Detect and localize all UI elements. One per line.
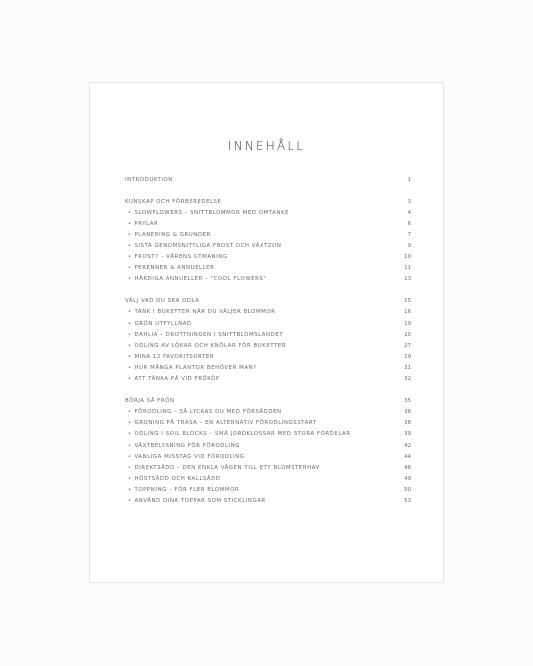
toc-entry-label: • MINA 12 FAVORITSORTER	[125, 354, 214, 360]
toc-entry[interactable]	[125, 484, 411, 495]
toc-entry-label: • TOPPNING – FÖR FLER BLOMMOR	[125, 487, 239, 493]
toc-page-number: 46	[404, 464, 411, 471]
toc-entry[interactable]	[125, 274, 411, 285]
toc-entry-label: • ODLING I SOIL BLOCKS – SMÅ JORDKLOSSAR MED STORA FÖRDELAR	[125, 431, 351, 437]
toc-page-number: 42	[404, 442, 411, 449]
toc-page-number: 6	[407, 220, 411, 227]
toc-page-number: 36	[404, 409, 411, 416]
toc-entry-label: • VÄXTBELYSNING FÖR FÖRODLING	[125, 443, 240, 449]
toc-page-number: 53	[404, 497, 411, 504]
toc-page-number: 27	[404, 342, 411, 349]
toc-entry[interactable]	[125, 263, 411, 274]
toc-entry[interactable]	[125, 418, 411, 429]
toc-entry-label: • TÄNK I BUKETTER NÄR DU VÄLJER BLOMMOR	[125, 309, 275, 315]
toc-entry-label: • VANLIGA MISSTAG VID FÖRODLING	[125, 454, 245, 460]
toc-page-number: 7	[407, 231, 411, 238]
toc-entry-label: • SISTA GENOMSNITTLIGA FROST OCH VÄXTZON	[125, 243, 282, 249]
section-gap	[125, 285, 411, 296]
toc-entry-label: • DIREKTSÅDD – DEN ENKLA VÄGEN TILL ETT BLOMSTERHAV	[125, 465, 320, 471]
toc-page-number: 13	[404, 276, 411, 283]
toc-entry-label: • HUR MÅNGA PLANTOR BEHÖVER MAN?	[125, 365, 257, 371]
toc-entry-label: • PLANERING & GRUNDER	[125, 232, 211, 238]
toc-entry[interactable]	[125, 340, 411, 351]
toc-entry[interactable]	[125, 318, 411, 329]
toc-page-number: 11	[404, 265, 411, 272]
toc-entry[interactable]	[125, 307, 411, 318]
toc-page-number: 39	[404, 431, 411, 438]
toc-page-number: 1	[407, 176, 411, 183]
page-title: INNEHÅLL	[227, 139, 306, 153]
toc-entry[interactable]	[125, 229, 411, 240]
toc-page-number: 16	[404, 309, 411, 316]
toc-page-number: 49	[404, 475, 411, 482]
toc-entry-label: • DAHLIA – DROTTNINGEN I SNITTBLOMSLANDET	[125, 332, 283, 338]
toc-heading-label: KUNSKAP OCH FÖRBEREDELSE	[125, 198, 222, 205]
toc-page-number: 32	[404, 376, 411, 383]
toc-entry-label: • SLOWFLOWERS – SNITTBLOMMOR MED OMTANKE	[125, 210, 289, 216]
toc-heading-label: VÄLJ VAD DU SKA ODLA	[125, 298, 200, 305]
toc-entry-label: • GRÖN UTFYLLNAD	[125, 321, 192, 327]
toc-entry[interactable]	[125, 362, 411, 373]
toc-entry[interactable]	[125, 429, 411, 440]
toc-section-heading[interactable]	[125, 296, 411, 307]
toc-page-number: 3	[407, 198, 411, 205]
toc-entry[interactable]	[125, 351, 411, 362]
toc-entry-label: • FÖRODLING – SÅ LYCKAS DU MED FÖRSÅDDEN	[125, 409, 282, 415]
toc-page-number: 50	[404, 486, 411, 493]
toc-entry-label: • HÖSTSÅDD OCH KALLSÅDD	[125, 476, 221, 482]
toc-entry-label: • PERENNER & ANNUELLER	[125, 265, 214, 271]
toc-page-number: 19	[404, 320, 411, 327]
toc-entry-label: • ODLING AV LÖKAR OCH KNÖLAR FÖR BUKETTER	[125, 343, 286, 349]
section-gap	[125, 385, 411, 396]
toc-page-number: 20	[404, 331, 411, 338]
toc-page-number: 9	[407, 243, 411, 250]
toc-entry[interactable]	[125, 440, 411, 451]
toc-entry[interactable]	[125, 462, 411, 473]
toc-entry-label: • PRYLAR	[125, 221, 158, 227]
toc-entry-label: • FROST? – VÅRENS UTMANING	[125, 254, 228, 260]
toc-entry[interactable]	[125, 473, 411, 484]
toc-heading-label: INTRODUKTION	[125, 176, 173, 183]
toc-page-number: 38	[404, 420, 411, 427]
toc-entry-label: • ANVÄND DINA TOPPAR SOM STICKLINGAR	[125, 498, 266, 504]
toc-entry-label: • GRONING PÅ TRASA – EN ALTERNATIV FÖRODLINGSSTART	[125, 420, 317, 426]
toc-entry[interactable]	[125, 207, 411, 218]
toc-entry-label: • HÄRDIGA ANNUELLER – "COOL FLOWERS"	[125, 276, 266, 282]
section-gap	[125, 185, 411, 196]
toc-entry-label: • ATT TÄNKA PÅ VID FRÖKÖP	[125, 376, 220, 382]
toc-entry[interactable]	[125, 374, 411, 385]
toc-entry[interactable]	[125, 218, 411, 229]
document-page	[89, 82, 444, 583]
toc-page-number: 29	[404, 353, 411, 360]
toc-heading-label: BÖRJA SÅ FRÖN	[125, 398, 175, 405]
toc-page-number: 10	[404, 254, 411, 261]
toc-entry[interactable]	[125, 407, 411, 418]
toc-page-number: 44	[404, 453, 411, 460]
toc-entry[interactable]	[125, 495, 411, 506]
toc-section-heading[interactable]	[125, 174, 411, 185]
toc-section-heading[interactable]	[125, 396, 411, 407]
table-of-contents	[125, 174, 411, 507]
toc-entry[interactable]	[125, 252, 411, 263]
toc-page-number: 15	[404, 298, 411, 305]
toc-page-number: 31	[404, 364, 411, 371]
toc-entry[interactable]	[125, 451, 411, 462]
toc-entry[interactable]	[125, 240, 411, 251]
toc-page-number: 35	[404, 398, 411, 405]
toc-section-heading[interactable]	[125, 196, 411, 207]
toc-page-number: 4	[407, 209, 411, 216]
toc-entry[interactable]	[125, 329, 411, 340]
